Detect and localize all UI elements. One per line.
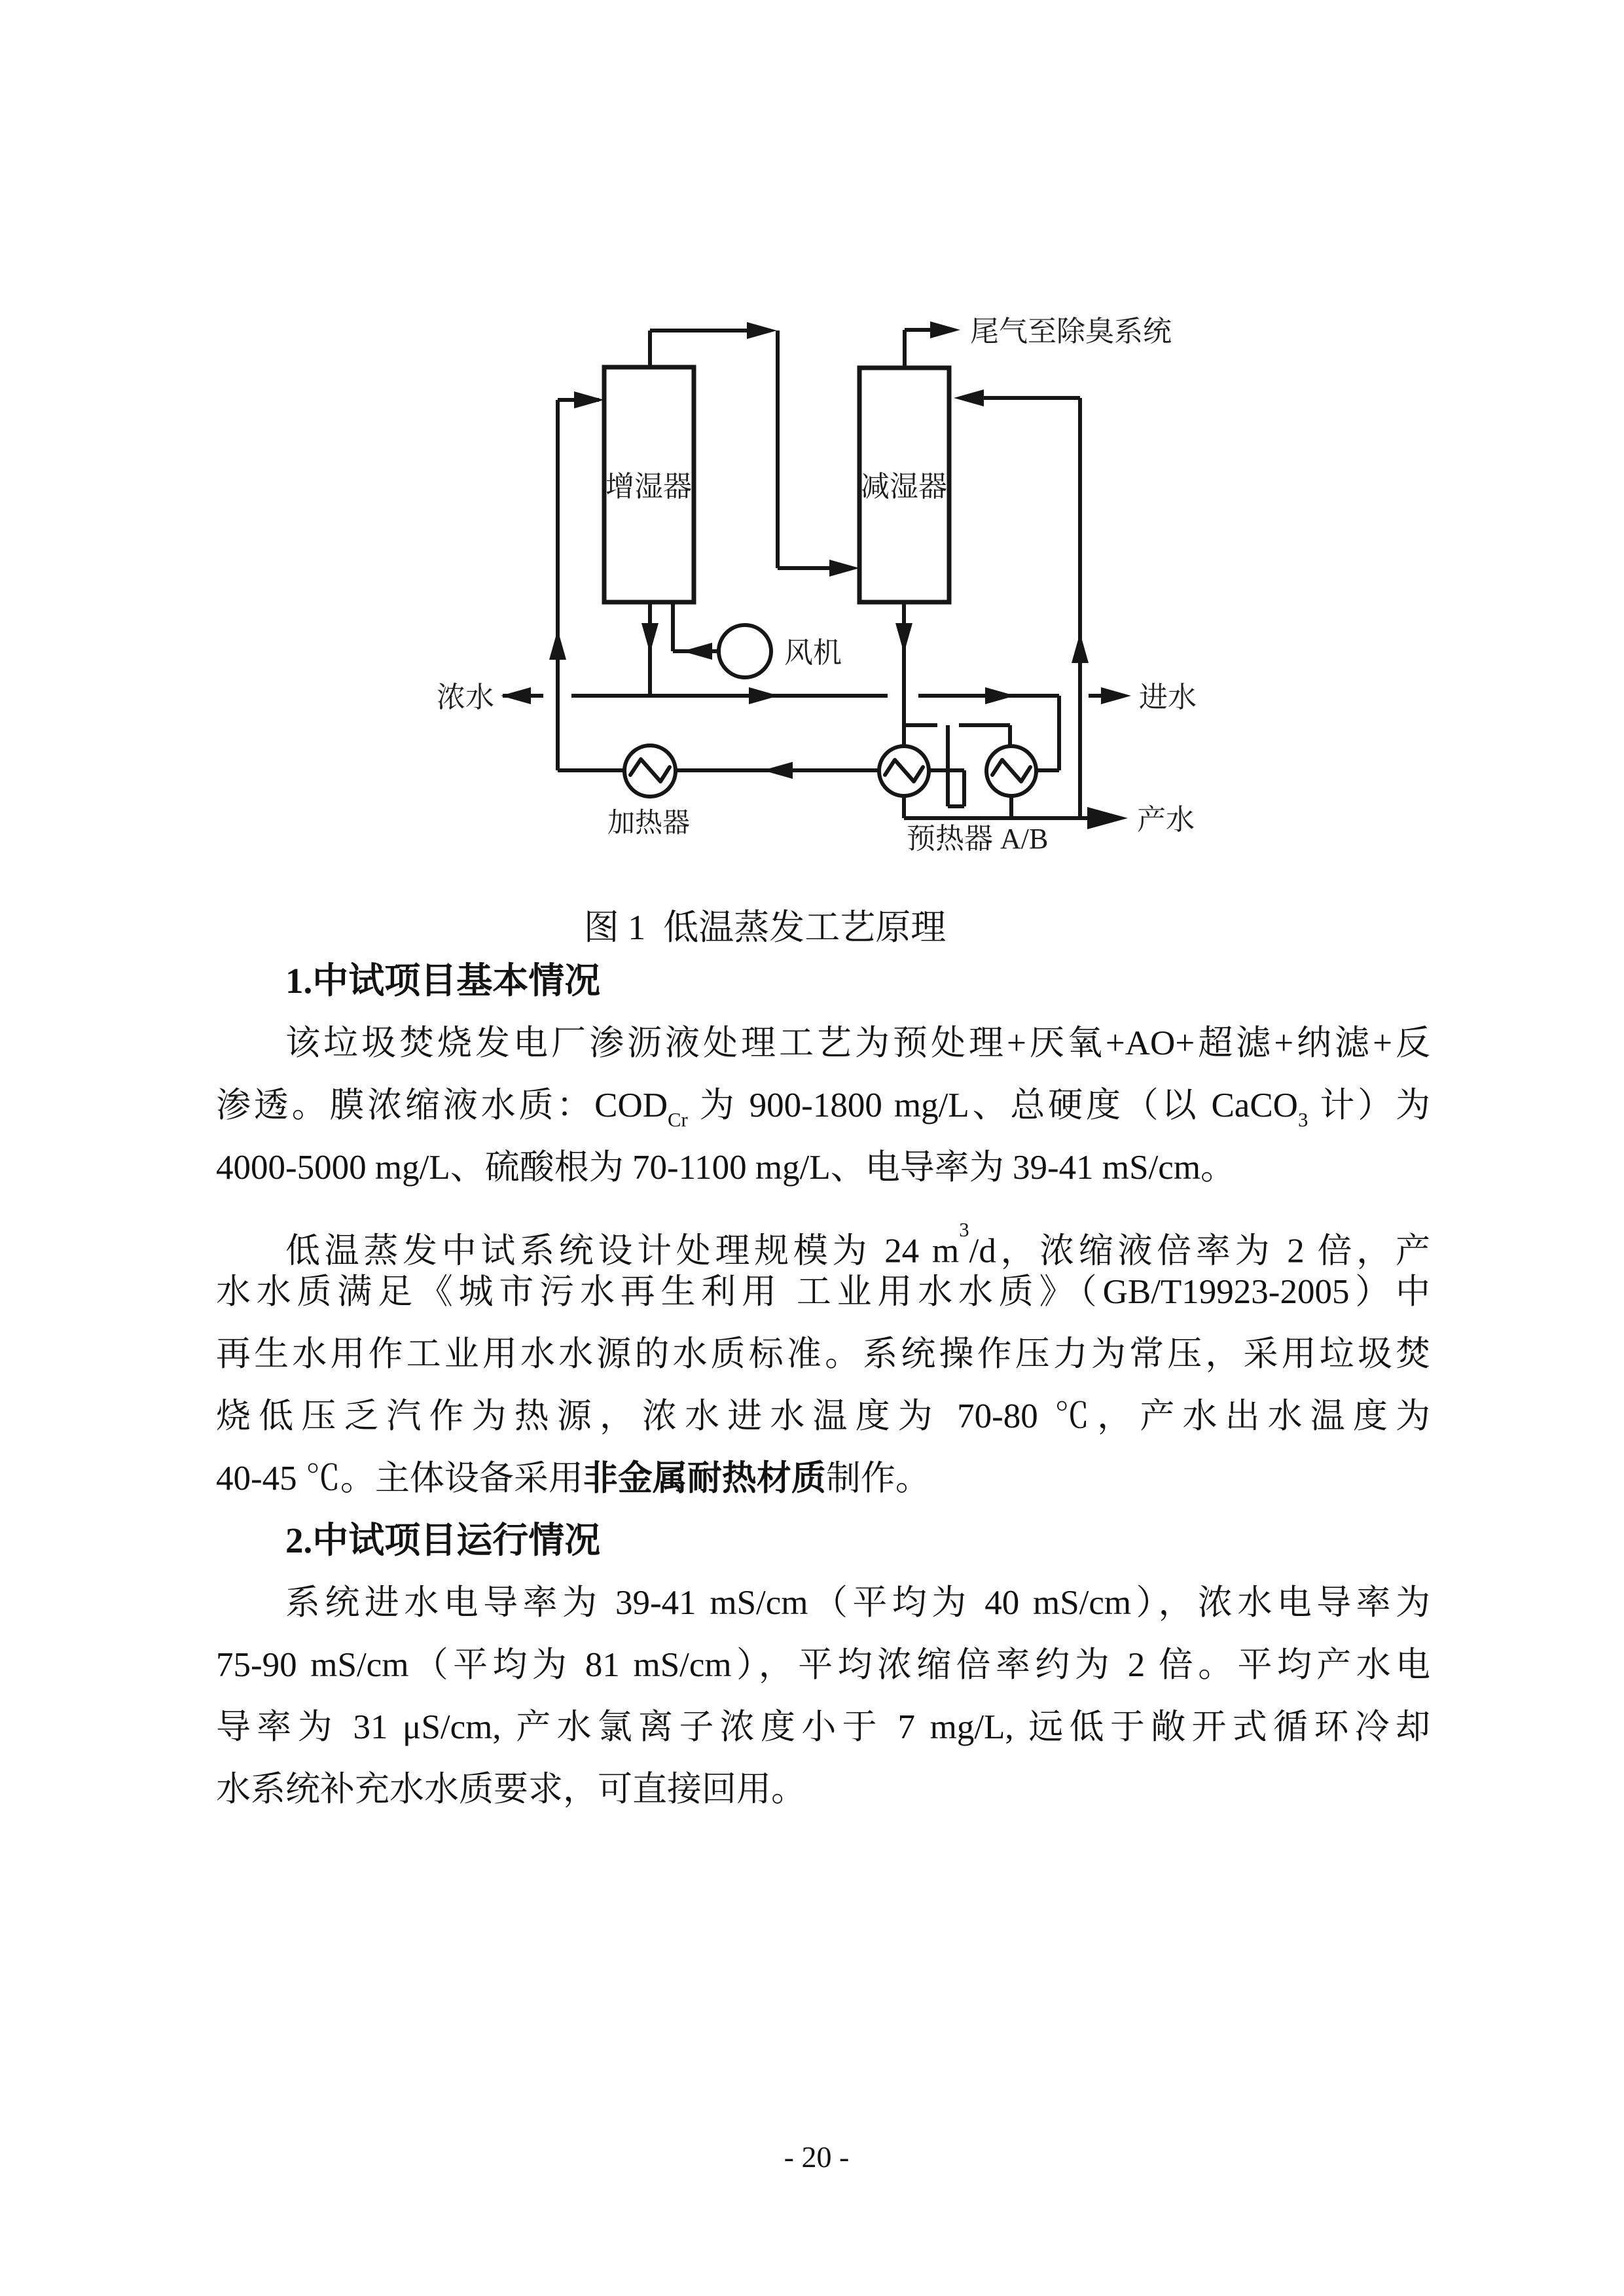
feed-water-label: 进水 — [1139, 681, 1197, 713]
text-line — [216, 1759, 1430, 1820]
text-run: 3 — [1297, 1109, 1308, 1132]
text-run: 水系统补充水水质要求，可直接回用。 — [216, 1770, 806, 1808]
text-line — [216, 1013, 1430, 1074]
preheaters-label: 预热器 A/B — [907, 823, 1049, 855]
concentrate-label: 浓水 — [437, 681, 494, 713]
product-water-label: 产水 — [1137, 804, 1195, 836]
text-run: /d，浓缩液倍率为 2 倍，产 — [969, 1232, 1430, 1270]
text-run: Cr — [668, 1109, 688, 1132]
text-run: 75-90 mS/cm（平均为 81 mS/cm），平均浓缩倍率约为 2 倍。平均产水电 — [216, 1646, 1430, 1684]
fan-label: 风机 — [784, 637, 842, 669]
figure-caption: 图 1 低温蒸发工艺原理 — [583, 908, 947, 947]
text-run: 烧低压乏汽作为热源，浓水进水温度为 70-80 ℃，产水出水温度为 — [216, 1397, 1430, 1435]
text-line — [216, 1386, 1430, 1447]
text-run: 40-45 ℃。主体设备采用 — [216, 1460, 583, 1498]
text-line — [216, 1075, 1430, 1136]
text-run: 4000-5000 mg/L、硫酸根为 70-1100 mg/L、电导率为 39-41 mS/cm。 — [216, 1149, 1236, 1187]
humidifier-label: 增湿器 — [605, 471, 692, 503]
text-run: 低温蒸发中试系统设计处理规模为 24 m — [285, 1232, 960, 1270]
text-run: 该垃圾焚烧发电厂渗沥液处理工艺为预处理+厌氧+AO+超滤+纳滤+反 — [285, 1024, 1430, 1062]
text-run: 再生水用作工业用水水源的水质标准。系统操作压力为常压，采用垃圾焚 — [216, 1335, 1430, 1373]
text-run: 2.中试项目运行情况 — [285, 1520, 601, 1560]
text-run: 1.中试项目基本情况 — [285, 961, 601, 1001]
text-run: 系统进水电导率为 39-41 mS/cm（平均为 40 mS/cm），浓水电导率为 — [285, 1584, 1430, 1622]
body-text — [216, 0, 1430, 2296]
text-line — [216, 1696, 1430, 1758]
text-run: 导率为 31 μS/cm, 产水氯离子浓度小于 7 mg/L, 远低于敞开式循环冷却 — [216, 1708, 1430, 1746]
text-line — [216, 1137, 1430, 1198]
page-number: - 20 - — [784, 2140, 850, 2174]
text-run: 制作。 — [825, 1460, 930, 1498]
text-run: 3 — [959, 1219, 969, 1241]
text-line — [216, 1261, 1430, 1323]
text-line — [216, 1199, 1430, 1270]
text-line — [216, 1634, 1430, 1696]
text-run: 计）为 — [1308, 1086, 1431, 1124]
text-line — [216, 1572, 1430, 1634]
text-run: 为 900-1800 mg/L、总硬度（以 CaCO — [687, 1086, 1298, 1124]
dehumidifier-label: 减湿器 — [861, 471, 947, 503]
text-line — [216, 1323, 1430, 1385]
section-heading — [216, 950, 1430, 1012]
text-run: 水水质满足《城市污水再生利用 工业用水水质》（GB/T19923-2005）中 — [216, 1273, 1430, 1311]
text-line — [216, 1448, 1430, 1509]
text-run: 渗透。膜浓缩液水质：COD — [216, 1086, 668, 1124]
heater-label: 加热器 — [607, 808, 691, 838]
text-run: 非金属耐热材质 — [583, 1460, 826, 1498]
tail-gas-label: 尾气至除臭系统 — [970, 315, 1172, 348]
section-heading — [216, 1510, 1430, 1571]
